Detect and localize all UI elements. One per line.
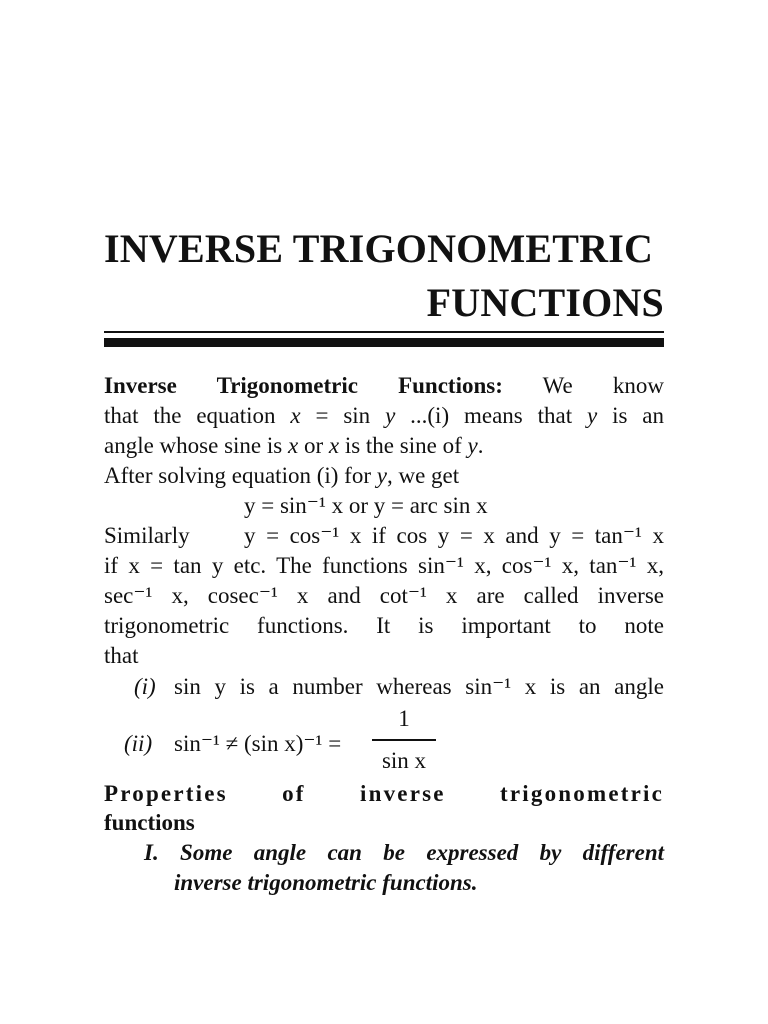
intro-line-4 [104, 462, 459, 490]
fraction-numerator: 1 [398, 706, 410, 731]
fraction-bar [372, 739, 436, 741]
var-y: y [586, 403, 598, 428]
fraction-one-over-sin-x [372, 705, 436, 775]
text-span: that the equation [104, 403, 291, 428]
var-y: y [467, 433, 478, 458]
similarly-label: Similarly [104, 523, 190, 548]
text-span: After solving equation (i) for [104, 463, 377, 488]
text-span: , we get [386, 463, 460, 488]
var-x: x [328, 433, 340, 458]
equation-2: y = cos⁻¹ x if cos y = x and y = tan⁻¹ x [244, 523, 664, 548]
var-x: x [290, 403, 301, 428]
text-span: is an [597, 403, 664, 428]
intro-line-1 [104, 372, 664, 400]
note-ii-text: sin⁻¹ ≠ (sin x)⁻¹ = [174, 731, 342, 756]
chapter-title-line-1: INVERSE TRIGONOMETRIC [104, 226, 654, 271]
intro-line-3 [104, 432, 483, 460]
properties-heading-line-2: functions [104, 810, 195, 835]
intro-heading-tail: We know [542, 373, 664, 398]
properties-heading-line-1: Properties of inverse trigonometric [104, 781, 664, 806]
equation-1: y = sin⁻¹ x or y = arc sin x [244, 493, 488, 518]
text-span: = sin [300, 403, 386, 428]
var-x: x [287, 433, 299, 458]
text-span: is the sine of [339, 433, 468, 458]
title-divider-thick [104, 338, 664, 347]
intro-line-7: if x = tan y etc. The functions sin⁻¹ x, cos⁻¹ x, tan⁻¹ x, [104, 553, 664, 578]
intro-line-2 [104, 402, 664, 430]
note-i-text: sin y is a number whereas sin⁻¹ x is an angle [174, 674, 664, 699]
note-ii-label: (ii) [124, 731, 153, 756]
note-i-label: (i) [134, 674, 156, 699]
intro-line-9: trigonometric functions. It is important to note [104, 613, 664, 638]
var-y: y [385, 403, 396, 428]
chapter-title-line-2: FUNCTIONS [426, 280, 664, 325]
intro-line-8: sec⁻¹ x, cosec⁻¹ x and cot⁻¹ x are called inverse [104, 583, 664, 608]
text-span: angle whose sine is [104, 433, 288, 458]
fraction-denominator: sin x [381, 748, 427, 773]
text-span: or [298, 433, 329, 458]
intro-line-10: that [104, 643, 139, 668]
property-item-1-line-1: I. Some angle can be expressed by different [144, 840, 664, 865]
text-span: ...(i) means that [395, 403, 587, 428]
var-y: y [376, 463, 387, 488]
property-item-1-line-2: inverse trigonometric functions. [174, 870, 478, 895]
text-span: . [477, 433, 484, 458]
title-divider-thin [104, 331, 664, 333]
section-heading: Inverse Trigonometric Functions: [104, 373, 503, 398]
